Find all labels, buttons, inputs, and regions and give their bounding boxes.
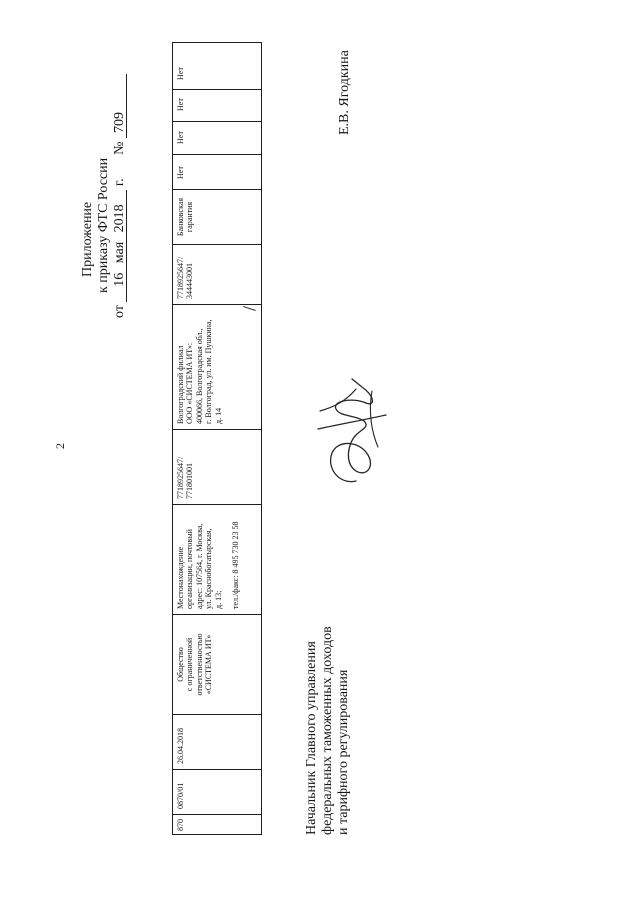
cell-row-number <box>173 814 261 834</box>
date-text: 26.04.2018 <box>176 728 185 764</box>
phone-text: тел./факс: 8 495 730 23 58 <box>231 521 241 609</box>
order-date: 16 мая 2018 <box>113 190 127 302</box>
handwritten-signature <box>312 375 390 487</box>
branch-text: Волгоградский филиал ООО «СИСТЕМА ИТ»: 400066, Волгоградская обл., г. Волгоград, ул. им. Пушкина, д. 14 <box>176 319 223 424</box>
cell-guarantee <box>173 189 261 244</box>
inn-kpp-text: 7718925647/ 771801001 <box>176 456 195 499</box>
cell-branch <box>173 304 261 429</box>
cell-reg-number <box>173 769 261 814</box>
order-reference: к приказу ФТС России <box>96 157 111 293</box>
signatory-position-line-1: Начальник Главного управления <box>304 641 319 835</box>
registry-table <box>172 42 262 835</box>
signatory-position-line-2: федеральных таможенных доходов <box>320 626 335 835</box>
cell-flag-3 <box>173 89 261 121</box>
appendix-title: Приложение <box>80 201 95 277</box>
cell-inn-kpp <box>173 429 261 504</box>
order-number: 709 <box>113 74 127 138</box>
cell-flag-1 <box>173 154 261 189</box>
address-text: Местонахождение организации, почтовый адрес: 107564, г. Москва, ул. Краснобогатырская, д. 13; <box>176 523 223 609</box>
flag-text: Нет <box>176 166 185 179</box>
reg-number-text: 0870/01 <box>176 782 185 809</box>
cell-address <box>173 504 261 614</box>
order-date-line <box>112 74 128 318</box>
cell-branch-inn-kpp <box>173 244 261 304</box>
signatory-name: Е.В. Ягодкина <box>337 50 352 135</box>
flag-text: Нет <box>176 98 185 111</box>
row-number-text: 870 <box>176 819 185 831</box>
flag-text: Нет <box>176 131 185 144</box>
cell-date <box>173 714 261 769</box>
cell-flag-4 <box>173 43 261 89</box>
signatory-position-line-3: и тарифного регулирования <box>336 669 351 835</box>
organization-text: Общество с ограниченной ответственностью «СИСТЕМА ИТ» <box>176 633 214 696</box>
order-year-suffix: г. <box>112 178 127 187</box>
order-number-label: № <box>112 141 127 155</box>
flag-text: Нет <box>176 67 185 80</box>
cell-organization <box>173 614 261 714</box>
cell-flag-2 <box>173 121 261 154</box>
page-number: 2 <box>53 443 67 449</box>
order-date-prefix: от <box>112 305 127 318</box>
table-row <box>173 43 261 834</box>
branch-inn-kpp-text: 7718925647/ 344443001 <box>176 256 195 299</box>
guarantee-text: Банковская гарантия <box>176 197 195 237</box>
